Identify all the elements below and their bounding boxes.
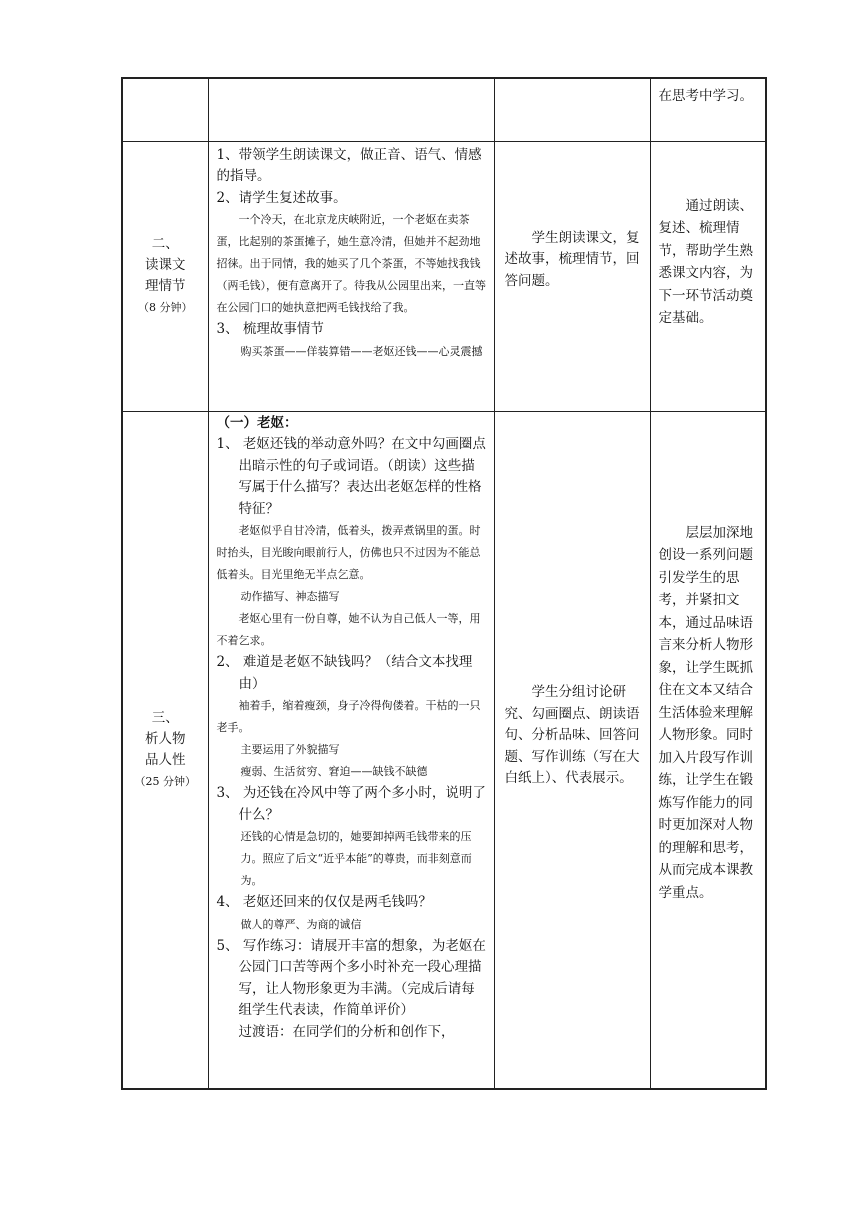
step-2: 2、请学生复述故事。 bbox=[216, 189, 347, 206]
intent-text: 在思考中学习。 bbox=[658, 88, 753, 104]
student-cell-empty bbox=[494, 78, 650, 141]
intent-text: 层层加深地创设一系列问题引发学生的思考，并紧扣文本，通过品味语言来分析人物形象，让学生既抓住在文本又结合生活体验来理解人物形象。同时加入片段写作训练，让学生在锻炼写作能力的同时更加深对人物的理解和思考，从而完成本课教学重点。 bbox=[658, 524, 753, 901]
story-summary: 一个冷天，在北京龙庆峡附近，一个老妪在卖茶蛋，比起别的茶蛋摊子，她生意冷清，但她并不起劲地招徕。出于同情，我的她买了几个茶蛋，不等她找我钱（两毛钱），便有意离开了。待我从公园里出来，一直等在公园门口的她执意把两毛钱找给了我。 bbox=[216, 213, 486, 314]
answer-2-technique: 主要运用了外貌描写 bbox=[240, 743, 340, 756]
student-activity-cell bbox=[494, 141, 650, 411]
answer-2-summary: 瘦弱、生活贫穷、窘迫——缺钱不缺德 bbox=[240, 765, 428, 778]
teacher-activity-cell bbox=[208, 411, 494, 1089]
stage-time: （8 分钟） bbox=[138, 301, 193, 314]
intent-cell bbox=[650, 78, 766, 141]
intent-cell bbox=[650, 411, 766, 1089]
stage-cell-empty bbox=[122, 78, 208, 141]
table-row-analysis bbox=[122, 411, 766, 1089]
answer-3: 还钱的心情是急切的，她要卸掉两毛钱带来的压力。照应了后文“近乎本能”的尊贵，而非刻意而为。 bbox=[240, 830, 472, 887]
stage-time: （25 分钟） bbox=[134, 774, 196, 788]
stage-title-line1: 读课文 bbox=[145, 257, 186, 273]
step-3: 3、 梳理故事情节 bbox=[216, 321, 324, 337]
stage-title-line2: 理情节 bbox=[145, 278, 186, 294]
table-row-reading bbox=[122, 141, 766, 411]
plot-outline: 购买茶蛋——佯装算错——老妪还钱——心灵震撼 bbox=[240, 344, 483, 358]
intent-text: 通过朗读、复述、梳理情节，帮助学生熟悉课文内容，为下一环节活动奠定基础。 bbox=[658, 197, 753, 326]
answer-1-trait: 老妪心里有一份自尊，她不认为自己低人一等，用不着乞求。 bbox=[216, 612, 481, 647]
answer-1-quote: 老妪似乎自甘冷清，低着头，拨弄煮锅里的蛋。时时抬头，目光睃向眼前行人，仿佛也只不过因为不能总低着头。目光里绝无半点乞意。 bbox=[216, 524, 481, 581]
stage-cell bbox=[122, 141, 208, 411]
stage-title-line1: 析人物 bbox=[145, 730, 186, 747]
stage-number: 二、 bbox=[151, 236, 179, 252]
section-heading: （一）老妪： bbox=[216, 414, 298, 431]
transition-text: 过渡语：在同学们的分析和创作下， bbox=[238, 1023, 455, 1040]
student-activity-text: 学生朗读课文，复述故事，梳理情节，回答问题。 bbox=[504, 229, 640, 289]
question-2: 2、 难道是老妪不缺钱吗？（结合文本找理由） bbox=[216, 654, 473, 692]
stage-cell bbox=[122, 411, 208, 1089]
student-activity-cell bbox=[494, 411, 650, 1089]
step-1: 1、带领学生朗读课文，做正音、语气、情感的指导。 bbox=[216, 146, 482, 184]
stage-title-line2: 品人性 bbox=[145, 751, 186, 768]
question-4: 4、 老妪还回来的仅仅是两毛钱吗？ bbox=[216, 894, 432, 910]
answer-1-technique: 动作描写、神态描写 bbox=[240, 590, 340, 603]
question-3: 3、 为还钱在冷风中等了两个多小时，说明了什么？ bbox=[216, 785, 486, 823]
answer-2-quote: 袖着手，缩着瘦颈，身子冷得佝偻着。干枯的一只老手。 bbox=[216, 699, 481, 734]
stage-number: 三、 bbox=[151, 709, 179, 726]
table-row-continuation bbox=[122, 78, 766, 141]
question-5: 5、 写作练习：请展开丰富的想象，为老妪在公园门口苦等两个多小时补充一段心理描写，让人物形象更为丰满。（完成后请每组学生代表读，作简单评价） bbox=[216, 937, 486, 1018]
teacher-cell-empty bbox=[208, 78, 494, 141]
answer-4: 做人的尊严、为商的诚信 bbox=[240, 917, 362, 931]
intent-cell bbox=[650, 141, 766, 411]
lesson-plan-table bbox=[121, 77, 767, 1090]
question-1: 1、 老妪还钱的举动意外吗？在文中勾画圈点出暗示性的句子或词语。（朗读）这些描写属于什么描写？表达出老妪怎样的性格特征？ bbox=[216, 436, 486, 517]
student-activity-text: 学生分组讨论研究、勾画圈点、朗读语句、分析品味、回答问题、写作训练（写在大白纸上）、代表展示。 bbox=[504, 684, 640, 786]
teacher-activity-cell bbox=[208, 141, 494, 411]
